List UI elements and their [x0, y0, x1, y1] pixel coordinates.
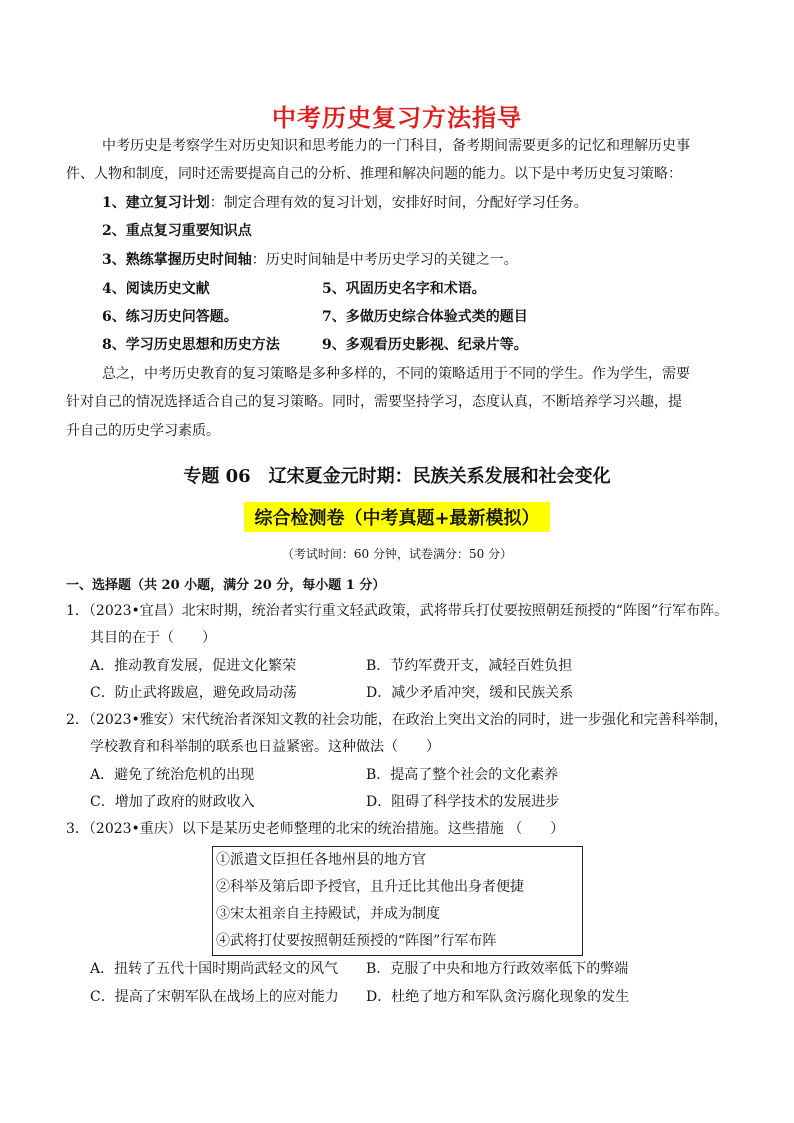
topic-title: 辽宋夏金元时期：民族关系发展和社会变化	[268, 466, 611, 487]
q3-option-d: D．杜绝了地方和军队贪污腐化现象的发生	[366, 989, 630, 1005]
q3-box-item-2: ②科举及第后即予授官，且升迁比其他出身者便捷	[216, 879, 524, 895]
guide-title: 中考历史复习方法指导	[272, 104, 522, 132]
topic-code: 专题 06	[183, 466, 251, 487]
q2-option-a: A．避免了统治危机的出现	[90, 767, 255, 783]
intro-line-1: 中考历史是考察学生对历史知识和思考能力的一门科目，备考期间需要更多的记忆和理解历史事	[102, 138, 690, 154]
strategy-3	[102, 246, 518, 274]
q3-box-item-4: ④武将打仗要按照朝廷预授的“阵图”行军布阵	[216, 933, 497, 949]
q1-option-a: A．推动教育发展，促进文化繁荣	[90, 658, 297, 674]
q2-option-b: B．提高了整个社会的文化素养	[366, 767, 559, 783]
q3-stem-line-1: 3．（2023•重庆）以下是某历史老师整理的北宋的统治措施。这些措施 （ ）	[66, 821, 565, 837]
q1-option-c: C．防止武将跋扈，避免政局动荡	[90, 685, 297, 701]
strategy-3-text: ：历史时间轴是中考历史学习的关键之一。	[251, 252, 518, 268]
q3-option-b: B．克服了中央和地方行政效率低下的弊端	[366, 961, 629, 977]
exam-info: （考试时间：60 分钟，试卷满分：50 分）	[281, 547, 513, 561]
q3-box-item-1: ①派遣文臣担任各地州县的地方官	[216, 852, 426, 868]
strategy-7: 7、多做历史综合体验式类的题目	[322, 309, 528, 325]
q3-measures-box	[212, 846, 583, 956]
strategy-1-label: 1、建立复习计划	[102, 195, 210, 211]
q1-stem-line-2: 其目的在于（ ）	[90, 630, 216, 646]
strategy-9: 9、多观看历史影视、纪录片等。	[322, 337, 528, 353]
q1-stem-line-1: 1．（2023•宜昌）北宋时期，统治者实行重文轻武政策，武将带兵打仗要按照朝廷预授的“阵图”行军布阵。	[66, 603, 729, 619]
subtitle-wrap	[0, 502, 794, 532]
intro-line-2: 件、人物和制度，同时还需要提高自己的分析、推理和解决问题的能力。以下是中考历史复习策略：	[66, 166, 682, 182]
q1-option-b: B．节约军费开支，减轻百姓负担	[366, 658, 573, 674]
strategy-1-text: ：制定合理有效的复习计划，安排好时间，分配好学习任务。	[209, 195, 588, 211]
strategy-1	[102, 189, 588, 217]
strategy-8: 8、学习历史思想和历史方法	[102, 337, 280, 353]
summary-line-3: 升自己的历史学习素质。	[66, 423, 220, 439]
strategy-5: 5、巩固历史名字和术语。	[322, 281, 486, 297]
q3-box-item-3: ③宋太祖亲自主持殿试，并成为制度	[216, 906, 440, 922]
strategy-3-label: 3、熟练掌握历史时间轴	[102, 252, 252, 268]
summary-line-2: 针对自己的情况选择适合自己的复习策略。同时，需要坚持学习，态度认真，不断培养学习兴趣，提	[66, 394, 682, 410]
section-heading: 一、选择题（共 20 小题，满分 20 分，每小题 1 分）	[66, 578, 386, 593]
q3-option-a: A．扭转了五代十国时期尚武轻文的风气	[90, 961, 339, 977]
topic-heading	[0, 462, 794, 488]
q3-option-c: C．提高了宋朝军队在战场上的应对能力	[90, 989, 339, 1005]
q1-option-d: D．减少矛盾冲突，缓和民族关系	[366, 685, 574, 701]
strategy-4: 4、阅读历史文献	[102, 281, 210, 297]
q2-option-c: C．增加了政府的财政收入	[90, 794, 255, 810]
summary-line-1: 总之，中考历史教育的复习策略是多种多样的，不同的策略适用于不同的学生。作为学生，需要	[102, 366, 690, 382]
exam-subtitle: 综合检测卷（中考真题+最新模拟）	[244, 502, 549, 532]
strategy-2: 2、重点复习重要知识点	[102, 223, 252, 239]
strategy-6: 6、练习历史问答题。	[102, 309, 238, 325]
q2-option-d: D．阻碍了科学技术的发展进步	[366, 794, 560, 810]
q2-stem-line-2: 学校教育和科举制的联系也日益紧密。这种做法（ ）	[90, 739, 440, 755]
q2-stem-line-1: 2．（2023•雅安）宋代统治者深知文教的社会功能，在政治上突出文治的同时，进一步强化和完善科举制，	[66, 712, 728, 728]
